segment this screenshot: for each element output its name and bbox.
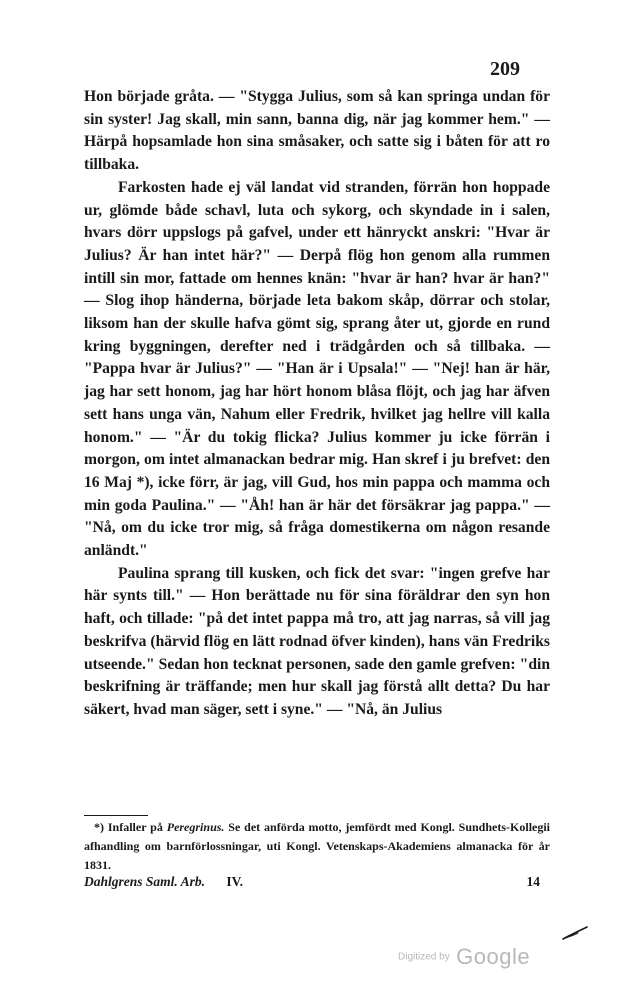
- footnote-intro: Infaller på: [107, 820, 163, 834]
- watermark-brand: Google: [456, 944, 531, 969]
- footnote-marker: *): [94, 820, 104, 834]
- footnote-divider: [84, 815, 148, 816]
- signature-volume: IV.: [226, 874, 244, 889]
- footnote: [84, 818, 550, 875]
- digitization-watermark: [398, 944, 530, 970]
- signature-book-title: Dahlgrens Saml. Arb.: [84, 874, 206, 889]
- paragraph-1: Hon började gråta. — "Stygga Julius, som så kan springa undan för sin syster! Jag skall, min sann, banna dig, när jag kommer hem." — Härpå hopsamlade hon sina småsaker, och satte sig i båten för att ro tillbaka.: [84, 88, 550, 174]
- signature-sheet-number: 14: [526, 874, 540, 889]
- footnote-italic: Peregrinus.: [166, 820, 225, 834]
- page-number: 209: [490, 58, 520, 80]
- pen-mark-icon: [562, 926, 588, 940]
- footnote-text: Se det anförda motto, jemfördt med Kongl. Sundhets-Kollegii afhandling om barnförlossningar, uti Kongl. Vetenskaps-Akademiens almanacka för år 1831.: [84, 820, 551, 872]
- paragraph-3: Paulina sprang till kusken, och fick det svar: "ingen grefve har här synts till." — Hon berättade nu för sina föräldrar den syn hon haft, och tillade: "på det intet pappa må tro, att jag narras, så vill jag beskrifva (härvid flög en lätt rodnad öfver kinden), hans vän Fredriks utseende." Sedan hon tecknat personen, sade den gamle grefven: "din beskrifning är träffande; men hur skall jag förstå allt detta? Du har säkert, hvad man säger, sett i syne." — "Nå, än Julius: [84, 564, 550, 718]
- watermark-prefix: Digitized by: [398, 951, 450, 963]
- printer-signature: [84, 874, 550, 890]
- paragraph-2: Farkosten hade ej väl landat vid stranden, förrän hon hoppade ur, glömde både schavl, luta och sykorg, och skyndade in i salen, hvars dörr uppslogs på gafvel, under ett hänryckt anskri: "Hvar är Julius? Är han intet här?" — Derpå flög hon genom alla rummen intill sin mor, fattade om hennes knän: "hvar är han? hvar är han?" — Slog ihop händerna, började leta bakom skåp, dörrar och stolar, liksom han der skulle hafva gömt sig, sprang åter ut, gjorde en rund kring byggningen, derefter ned i trädgården och så tillbaka. — "Pappa hvar är Julius?" — "Han är i Upsala!" — "Nej! han är här, jag har sett honom, jag har hört honom blåsa flöjt, och jag har äfven sett hans unga vän, Nahum eller Fredrik, hvilket jag hellre vill kalla honom." — "Är du tokig flicka? Julius kommer ju icke förrän i morgon, om intet almanackan bedrar mig. Han skref i ju brefvet: den 16 Maj *), icke förr, är jag, vill Gud, hos min pappa och mamma och min goda Paulina." — "Åh! han är här det försäkrar jag pappa." — "Nå, om du icke tror mig, så fråga domestikerna om någon resande anländt.": [84, 178, 550, 560]
- body-text: [84, 86, 550, 722]
